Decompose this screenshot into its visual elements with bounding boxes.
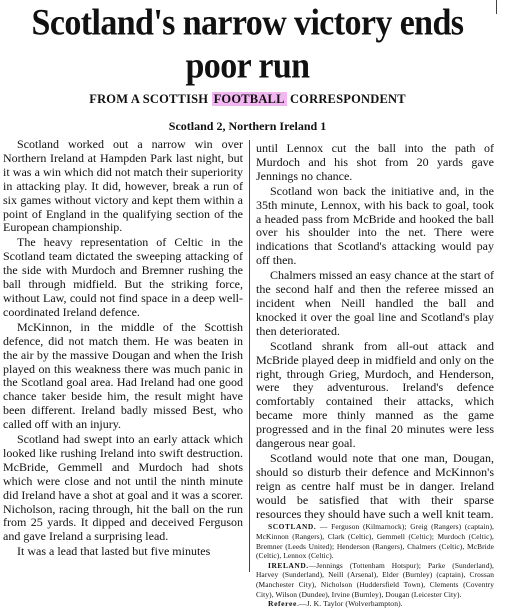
ireland-players: —Jennings (Tottenham Hotspur); Parke (Sunderland), Harvey (Sunderland), Neill (Arsenal), Elder (Burnley) (captain), Crossan (Manchester City), Nicholson (Huddersfield Town), Clements (Coventry City), Wilson (Dundee), Irvine (Burnley), Dougan (Leicester City).	[256, 560, 494, 599]
scotland-lineup	[256, 522, 494, 560]
paragraph: Scotland had swept into an early attack which looked like rushing Ireland into swift destruction. McBride, Gemmell and Murdoch had shots which were close and not until the ninth minute did Ireland have a shot at goal and it was a scorer. Nicholson, racing through, hit the ball on the run from 25 yards. It dipped and deceived Ferguson and gave Ireland a surprising lead.	[3, 432, 243, 544]
column-rule-top	[496, 0, 497, 14]
scotland-players: — Ferguson (Kilmarnock); Greig (Rangers) (captain), McKinnon (Rangers), Clark (Celtic), Gemmell (Celtic); Murdoch (Celtic), Bremner (Leeds United); Henderson (Rangers), Chalmers (Celtic), McBride (Celtic), Lennox (Celtic).	[256, 522, 494, 561]
headline-line-1: Scotland's narrow victory ends	[31, 3, 464, 44]
headline-line-2: poor run	[185, 46, 310, 87]
byline	[0, 92, 495, 107]
score-line: Scotland 2, Northern Ireland 1	[168, 119, 327, 133]
byline-suffix: CORRESPONDENT	[286, 92, 406, 106]
paragraph: It was a lead that lasted but five minutes	[17, 544, 211, 559]
ireland-label: IRELAND.	[268, 560, 309, 570]
byline-prefix: FROM A SCOTTISH	[89, 92, 212, 106]
column-divider	[249, 140, 250, 572]
paragraph: Scotland would note that one man, Dougan, should so disturb their defence and McKinnon's reign as centre half must be in danger. Ireland would be satisfied that with their sparse resources they should have such a well knit team.	[256, 450, 494, 521]
team-lineups	[256, 522, 494, 608]
referee-line	[256, 599, 494, 609]
paragraph: Chalmers missed an easy chance at the start of the second half and then the referee missed an incident when Neill handled the ball and knocked it over the goal line and Scotland's play then deteriorated.	[256, 268, 494, 338]
paragraph: McKinnon, in the middle of the Scottish defence, did not match them. He was beaten in the air by the massive Dougan and when the Irish played on this weakness there was much panic in the Scotland goal area. Had Ireland had one good chance taker beside him, the result might have been different. Ireland badly missed Best, who called off with an injury.	[3, 319, 243, 432]
referee-label: Referee	[268, 599, 297, 609]
ireland-lineup	[256, 561, 494, 599]
scotland-label: SCOTLAND.	[268, 522, 317, 532]
paragraph: Scotland shrank from all-out attack and McBride played deep in midfield and only on the right, through Grieg, Murdoch, and Henderson, were they adventurous. Ireland's defence comfortably contained their attacks, which became more thinly manned as the game progressed and in the final 20 minutes were less dangerous near goal.	[256, 338, 494, 451]
paragraph: until Lennox cut the ball into the path of Murdoch and his shot from 20 yards gave Jennings no chance.	[256, 141, 494, 183]
byline-highlight: FOOTBALL	[213, 92, 285, 106]
paragraph: Scotland won back the initiative and, in the 35th minute, Lennox, with his back to goal, took a headed pass from McBride and hooked the ball over his shoulder into the net. There were indications that Scotland's attacking would pay off then.	[256, 183, 494, 268]
right-column	[256, 142, 494, 609]
left-column	[3, 138, 243, 560]
referee-name: .—J. K. Taylor (Wolverhampton).	[296, 599, 403, 609]
paragraph: The heavy representation of Celtic in the Scotland team dictated the sweeping attacking of the side with Murdoch and Bremner rushing the ball through midfield. But the striking force, without Law, could not find space in a deep well-coordinated Ireland defence.	[3, 235, 243, 319]
paragraph: Scotland worked out a narrow win over Northern Ireland at Hampden Park last night, but it was a win which did not match their superiority in attacking play. It did, however, break a run of six games without victory and kept them within a point of England in the qualifying section of the European championship.	[3, 137, 243, 235]
headline	[0, 2, 495, 88]
